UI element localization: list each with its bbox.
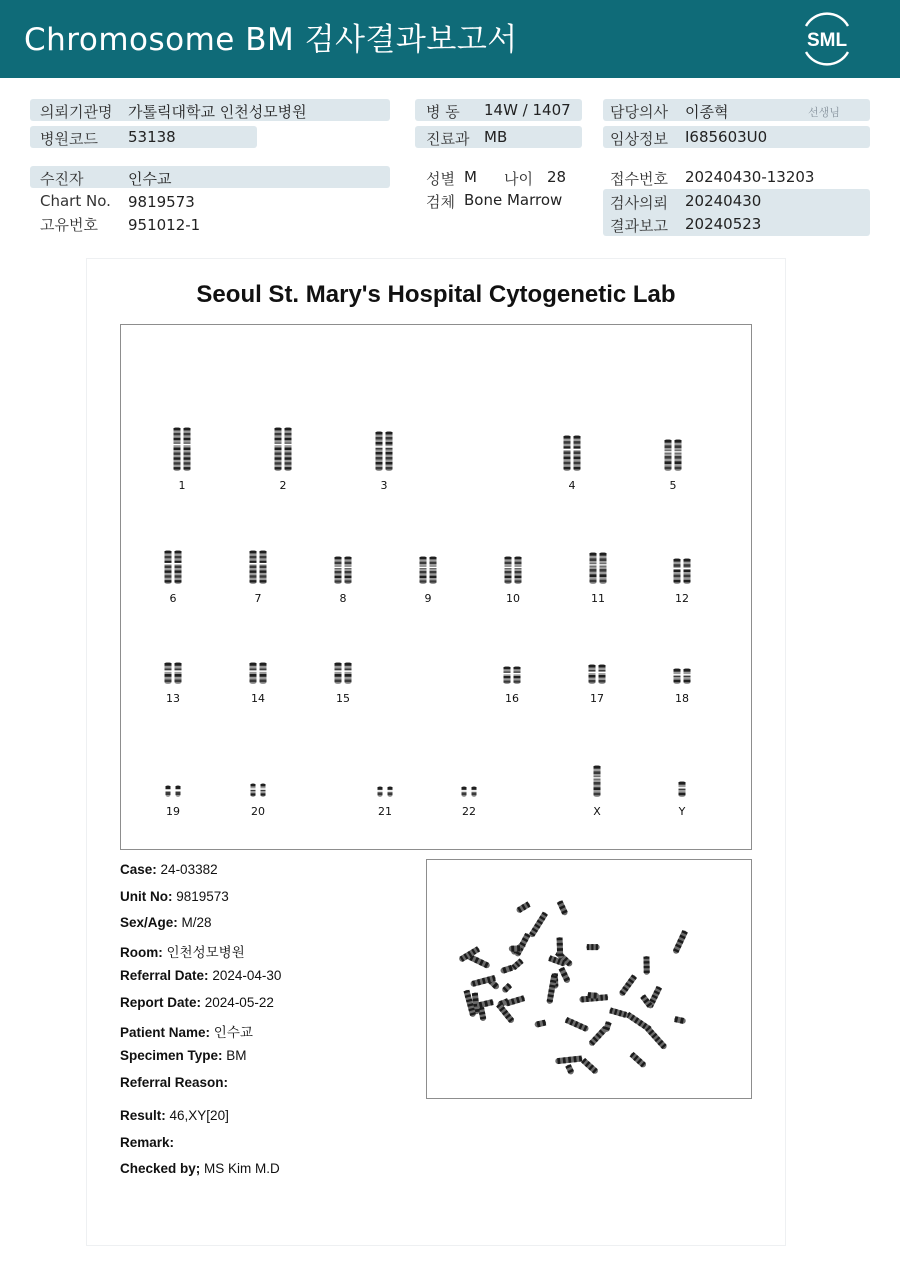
report-header	[0, 0, 900, 78]
receipt-label: 접수번호	[610, 170, 668, 188]
chromosome-label-2: 2	[279, 479, 287, 492]
doctor-value: 이종혁	[685, 103, 729, 121]
sml-logo	[798, 12, 856, 66]
metaphase-chromosome	[504, 995, 526, 1007]
chromosome-label-16: 16	[505, 692, 519, 705]
result-report-value: 20240523	[685, 215, 762, 233]
chromosome-1	[167, 425, 197, 473]
case-value: 24-03382	[160, 862, 218, 877]
checked-label: Checked by;	[120, 1161, 201, 1176]
room-label: Room:	[120, 945, 163, 960]
chromosome-4	[557, 433, 587, 473]
chromosome-label-Y: Y	[678, 805, 686, 818]
chromosome-8	[328, 554, 358, 586]
metaphase-chromosome	[558, 966, 571, 983]
metaphase-chromosome	[557, 937, 564, 958]
chromosome-label-9: 9	[424, 592, 432, 605]
chromosome-label-11: 11	[591, 592, 605, 605]
patient-line	[120, 1021, 253, 1041]
metaphase-chromosome	[509, 945, 521, 951]
reason-label: Referral Reason:	[120, 1075, 229, 1090]
referral-label: 검사의뢰	[610, 194, 668, 212]
referral-date-label: Referral Date:	[120, 968, 209, 983]
chromosome-label-10: 10	[506, 592, 520, 605]
result-line	[120, 1108, 229, 1123]
chromosome-5	[658, 437, 688, 473]
metaphase-chromosome	[546, 974, 557, 1004]
remark-label: Remark:	[120, 1135, 175, 1150]
institution-value: 가톨릭대학교 인천성모병원	[128, 103, 307, 121]
result-report-label: 결과보고	[610, 217, 668, 235]
metaphase-chromosome	[500, 965, 514, 975]
chromosome-label-22: 22	[462, 805, 476, 818]
specimen-type-value: BM	[226, 1048, 247, 1063]
chromosome-14	[243, 660, 273, 686]
clinical-label: 임상정보	[610, 130, 668, 148]
unit-value: 9819573	[176, 889, 229, 904]
metaphase-chromosome	[555, 1055, 583, 1064]
remark-line	[120, 1135, 174, 1150]
chromosome-2	[268, 425, 298, 473]
specimen-label: 검체	[426, 193, 455, 211]
chromosome-13	[158, 660, 188, 686]
patient-label: Patient Name:	[120, 1025, 211, 1040]
metaphase-spread-drawing	[427, 860, 751, 1098]
chromosome-11	[583, 550, 613, 586]
chromosome-label-13: 13	[166, 692, 180, 705]
age-value: 28	[547, 168, 567, 186]
patient-name-value: 인수교	[128, 170, 172, 188]
institution-label: 의뢰기관명	[40, 103, 113, 121]
chromosome-16	[497, 664, 527, 686]
specimen-value: Bone Marrow	[464, 191, 563, 209]
metaphase-chromosome	[587, 992, 599, 999]
chromosome-label-1: 1	[178, 479, 186, 492]
sexage-value: M/28	[181, 915, 212, 930]
sex-value: M	[464, 168, 477, 186]
metaphase-chromosome	[476, 999, 494, 1009]
chromosome-X	[582, 763, 612, 799]
chromosome-18	[667, 666, 697, 686]
metaphase-chromosome	[674, 1016, 687, 1024]
metaphase-chromosome	[528, 911, 548, 938]
reason-line	[120, 1075, 228, 1090]
sexage-label: Sex/Age:	[120, 915, 178, 930]
chromosome-20	[243, 781, 273, 799]
ward-label: 병 동	[426, 103, 460, 121]
metaphase-chromosome	[643, 956, 649, 975]
chromosome-3	[369, 429, 399, 473]
receipt-value: 20240430-13203	[685, 168, 815, 186]
metaphase-image	[426, 859, 752, 1099]
chromosome-label-6: 6	[169, 592, 177, 605]
chromosome-15	[328, 660, 358, 686]
report-date-line	[120, 995, 274, 1010]
chromosome-19	[158, 783, 188, 799]
chromosome-label-7: 7	[254, 592, 262, 605]
chromosome-22	[454, 784, 484, 799]
lab-title: Seoul St. Mary's Hospital Cytogenetic Lab	[196, 281, 676, 308]
metaphase-chromosome	[501, 983, 512, 994]
room-value: 인천성모병원	[166, 945, 245, 960]
chromosome-label-20: 20	[251, 805, 265, 818]
karyogram-panel	[120, 324, 752, 850]
referral-value: 20240430	[685, 192, 762, 210]
chromosome-label-21: 21	[378, 805, 392, 818]
report-title: Chromosome BM 검사결과보고서	[24, 22, 518, 58]
checked-line	[120, 1161, 280, 1176]
chromosome-label-19: 19	[166, 805, 180, 818]
checked-value: MS Kim M.D	[204, 1161, 280, 1176]
chromosome-label-4: 4	[568, 479, 576, 492]
hospital-code-value: 53138	[128, 128, 176, 146]
chromosome-label-17: 17	[590, 692, 604, 705]
patient-value: 인수교	[213, 1025, 253, 1040]
chromosome-12	[667, 556, 697, 586]
hospital-code-label: 병원코드	[40, 130, 98, 148]
age-label: 나이	[504, 170, 533, 188]
unique-id-label: 고유번호	[40, 216, 98, 234]
room-line	[120, 941, 245, 961]
metaphase-chromosome	[586, 944, 599, 950]
chromosome-label-15: 15	[336, 692, 350, 705]
metaphase-chromosome	[581, 1058, 599, 1075]
referral-date-value: 2024-04-30	[212, 968, 282, 983]
sex-label: 성별	[426, 170, 455, 188]
patient-name-label: 수진자	[40, 170, 84, 188]
unique-id-value: 951012-1	[128, 216, 201, 234]
metaphase-chromosome	[672, 930, 688, 955]
metaphase-chromosome	[565, 1064, 575, 1076]
chromosome-9	[413, 554, 443, 586]
chart-no-label: Chart No.	[40, 192, 111, 210]
report-date-label: Report Date:	[120, 995, 202, 1010]
logo-text: SML	[806, 30, 848, 51]
department-label: 진료과	[426, 130, 470, 148]
patient-band	[30, 166, 390, 188]
result-value: 46,XY[20]	[169, 1108, 229, 1123]
metaphase-chromosome	[629, 1052, 647, 1069]
metaphase-chromosome	[534, 1019, 547, 1027]
chromosome-17	[582, 662, 612, 686]
chromosome-Y	[667, 779, 697, 799]
chromosome-10	[498, 554, 528, 586]
chromosome-21	[370, 784, 400, 799]
chromosome-label-14: 14	[251, 692, 265, 705]
unit-line	[120, 889, 229, 904]
chromosome-7	[243, 548, 273, 586]
metaphase-chromosome	[618, 974, 637, 997]
chromosome-6	[158, 548, 188, 586]
cytogenetic-report	[86, 258, 786, 1246]
clinical-value: I685603U0	[685, 128, 768, 146]
metaphase-chromosome	[645, 1026, 668, 1051]
report-date-value: 2024-05-22	[204, 995, 274, 1010]
metaphase-chromosome	[514, 932, 531, 957]
chromosome-label-3: 3	[380, 479, 388, 492]
chromosome-label-12: 12	[675, 592, 689, 605]
doctor-label: 담당의사	[610, 103, 668, 121]
metaphase-chromosome	[496, 1002, 515, 1024]
chromosome-label-X: X	[593, 805, 601, 818]
result-label: Result:	[120, 1108, 166, 1123]
chromosome-label-18: 18	[675, 692, 689, 705]
unit-label: Unit No:	[120, 889, 173, 904]
referral-date-line	[120, 968, 281, 983]
case-line	[120, 862, 218, 877]
department-value: MB	[484, 128, 508, 146]
specimen-line	[120, 1048, 247, 1063]
metaphase-chromosome	[564, 1017, 589, 1033]
doctor-suffix: 선생님	[808, 106, 840, 119]
chromosome-label-8: 8	[339, 592, 347, 605]
chromosome-label-5: 5	[669, 479, 677, 492]
ward-value: 14W / 1407	[484, 101, 571, 119]
case-label: Case:	[120, 862, 157, 877]
chart-no-value: 9819573	[128, 193, 195, 211]
metaphase-chromosome	[557, 900, 569, 916]
sexage-line	[120, 915, 212, 930]
metaphase-chromosome	[515, 901, 531, 914]
specimen-type-label: Specimen Type:	[120, 1048, 223, 1063]
metaphase-chromosome	[609, 1007, 629, 1018]
